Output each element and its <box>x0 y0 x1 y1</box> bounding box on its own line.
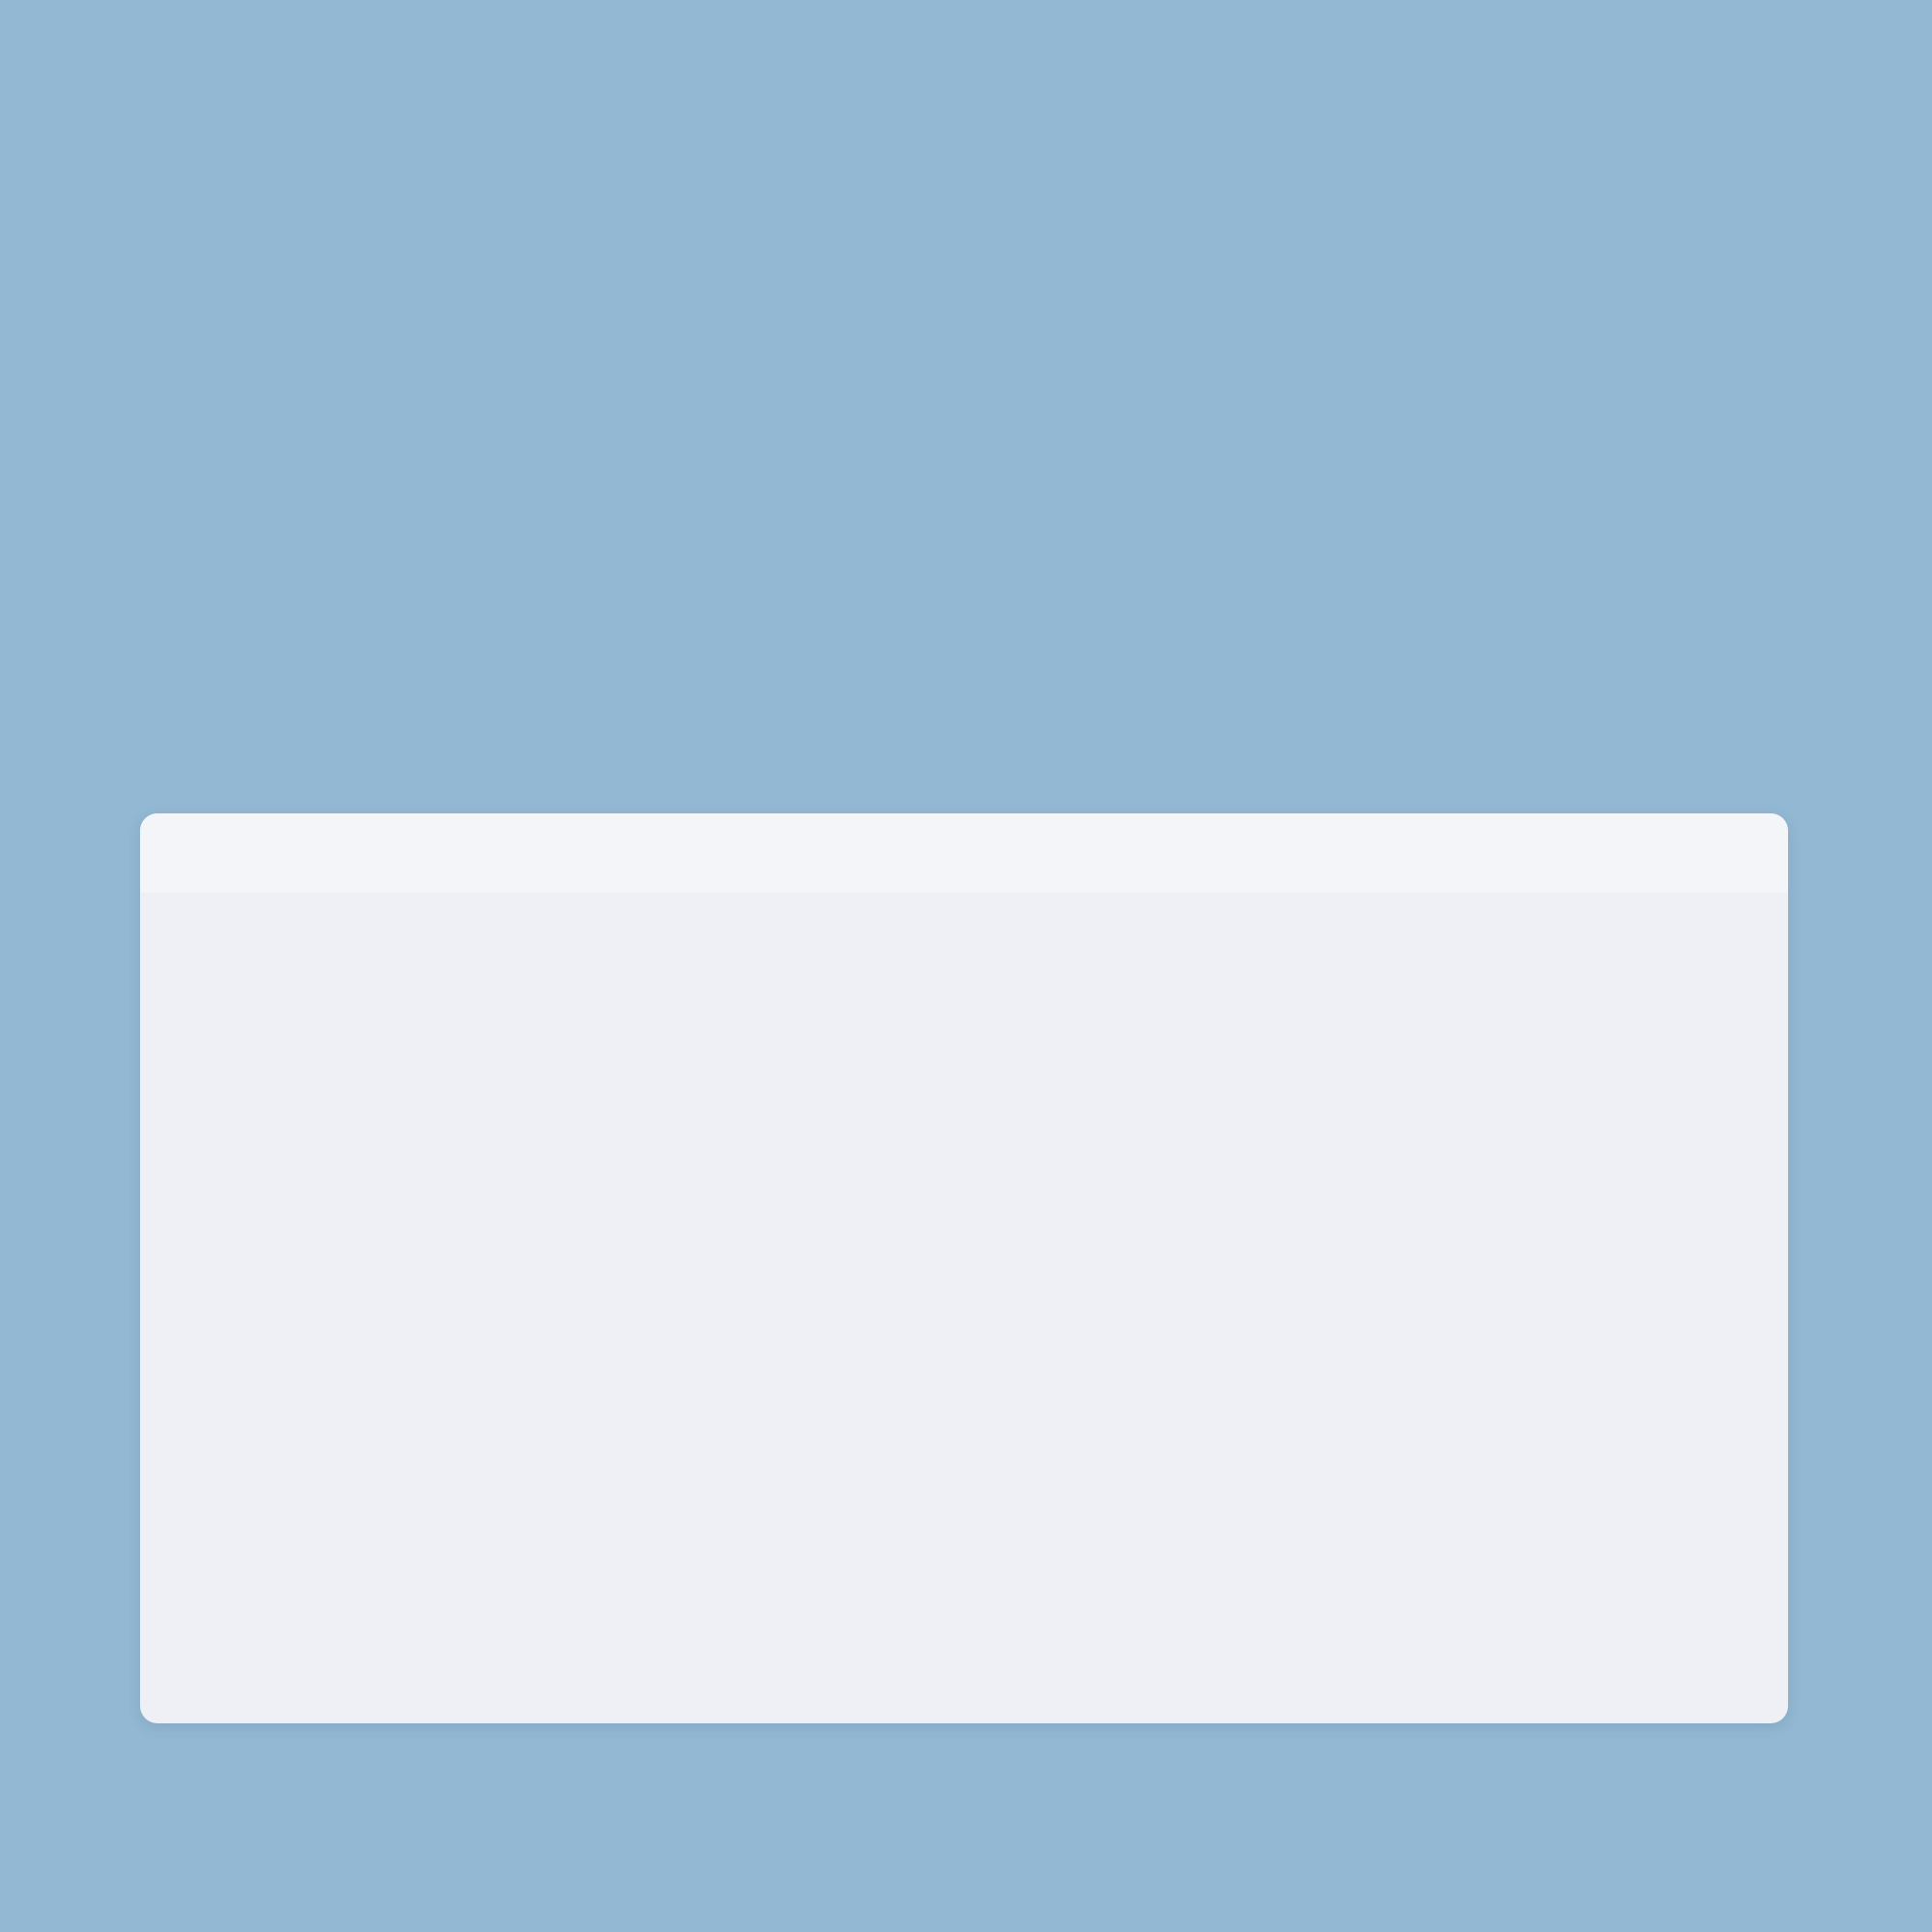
header-ideal-for <box>933 813 1385 893</box>
table-header-row <box>140 813 1788 893</box>
header-concerns <box>1385 813 1788 893</box>
header-type <box>140 813 533 893</box>
header-absorption <box>533 813 933 893</box>
comparison-table <box>140 813 1788 1723</box>
